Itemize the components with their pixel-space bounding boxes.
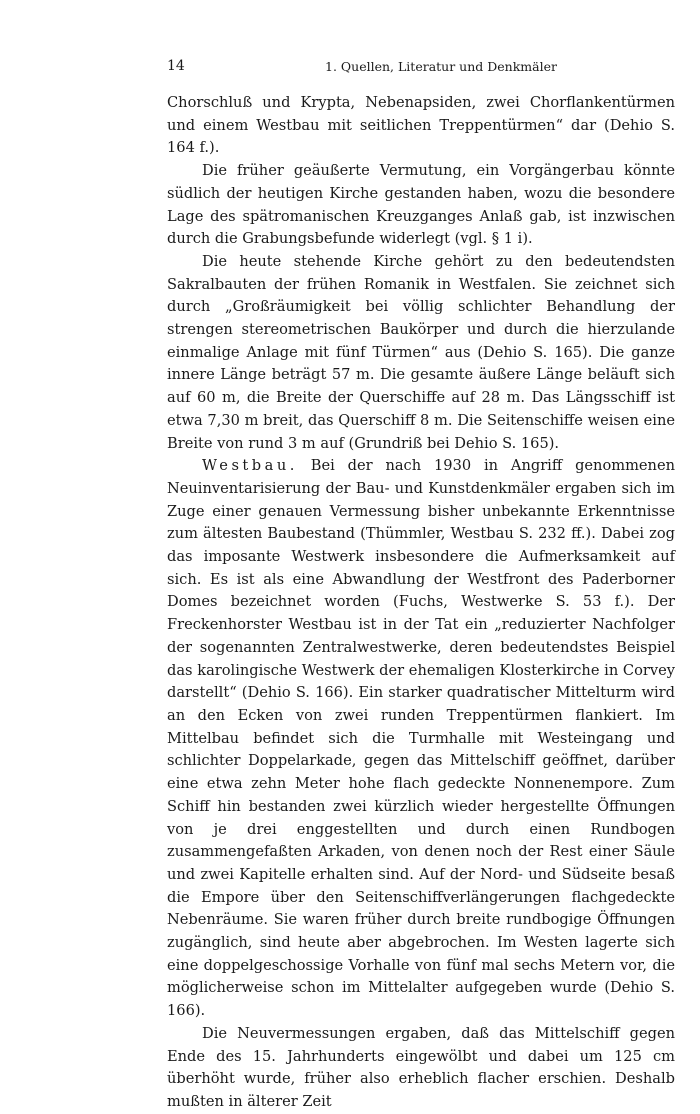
paragraph: Westbau. Bei der nach 1930 in Angriff genommenen Neuinventarisierung der Bau- und Kunstdenkmäler ergaben sich im Zuge einer genauen Vermessung bisher unbekannte Erkenntnisse zum ältesten Baubestand (Thümmler, Westbau S. 232 ff.). Dabei zog das imposante Westwerk insbesondere die Aufmerksamkeit auf sich. Es ist als eine Abwandlung der Westfront des Paderborner Domes bezeichnet worden (Fuchs, Westwerke S. 53 f.). Der Freckenhorster Westbau ist in der Tat ein „reduzierter Nachfolger der sogenannten Zentralwestwerke, deren bedeutendstes Beispiel das karolingische Westwerk der ehemaligen Klosterkirche in Corvey darstellt“ (Dehio S. 166). Ein starker quadratischer Mittelturm wird an den Ecken von zwei runden Treppentürmen flankiert. Im Mittelbau befindet sich die Turmhalle mit Westeingang und schlichter Doppelarkade, gegen das Mittelschiff geöffnet, darüber eine etwa zehn Meter hohe flach gedeckte Nonnenempore. Zum Schiff hin bestanden zwei kürzlich wieder hergestellte Öffnungen von je drei enggestellten und durch einen Rundbogen zusammengefaßten Arkaden, von denen noch der Rest einer Säule und zwei Kapitelle erhalten sind. Auf der Nord- und Südseite besaß die Empore über den Seitenschiffverlängerungen flachgedeckte Nebenräume. Sie waren früher durch breite rundbogige Öffnungen zugänglich, sind heute aber abgebrochen. Im Westen lagerte sich eine doppelgeschossige Vorhalle von fünf mal sechs Metern vor, die möglicherweise schon im Mittelalter aufgegeben wurde (Dehio S. 166).: [167, 457, 675, 1020]
section-lead: Westbau.: [202, 457, 298, 475]
body-text: [167, 92, 675, 1114]
book-page: [167, 54, 675, 1114]
paragraph: Die Neuvermessungen ergaben, daß das Mittelschiff gegen Ende des 15. Jahrhunderts eingewölbt und dabei um 125 cm überhöht wurde, früher also erheblich flacher erschien. Deshalb mußten in älterer Zeit: [167, 1024, 675, 1110]
paragraph: Die früher geäußerte Vermutung, ein Vorgängerbau könnte südlich der heutigen Kirche gestanden haben, wozu die besondere Lage des spätromanischen Kreuzganges Anlaß gab, ist inzwischen durch die Grabungsbefunde widerlegt (vgl. § 1 i).: [167, 162, 675, 248]
running-head: 1. Quellen, Literatur und Denkmäler: [325, 59, 557, 74]
page-header: [167, 54, 675, 78]
page-number: 14: [167, 58, 185, 74]
paragraph: Die heute stehende Kirche gehört zu den bedeutendsten Sakralbauten der frühen Romanik in Westfalen. Sie zeichnet sich durch „Großräumigkeit bei völlig schlichter Behandlung der strengen stereometrischen Baukörper und durch die hierzulande einmalige Anlage mit fünf Türmen“ aus (Dehio S. 165). Die ganze innere Länge beträgt 57 m. Die gesamte äußere Länge beläuft sich auf 60 m, die Breite der Querschiffe auf 28 m. Das Längsschiff ist etwa 7,30 m breit, das Querschiff 8 m. Die Seitenschiffe weisen eine Breite von rund 3 m auf (Grundriß bei Dehio S. 165).: [167, 252, 675, 452]
paragraph: Chorschluß und Krypta, Nebenapsiden, zwei Chorflankentürmen und einem Westbau mit seitlichen Treppentürmen“ dar (Dehio S. 164 f.).: [167, 94, 675, 157]
